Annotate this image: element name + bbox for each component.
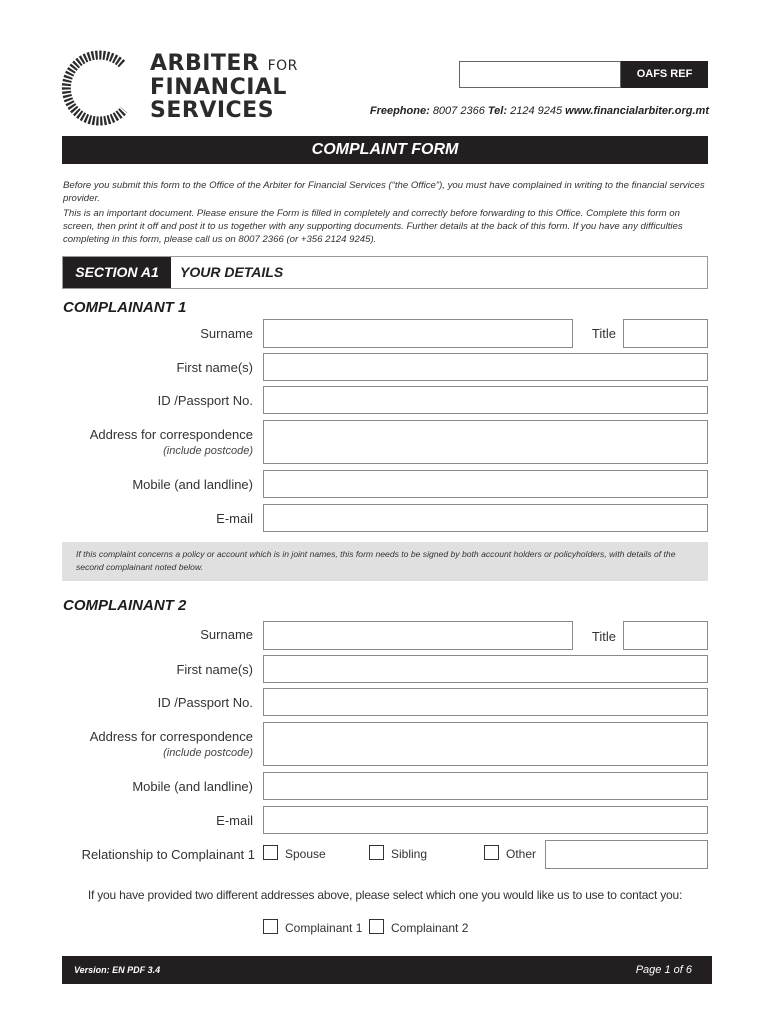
- c2-first-names-input[interactable]: [263, 655, 708, 683]
- c1-id-label: ID /Passport No.: [157, 393, 253, 408]
- c1-mobile-label: Mobile (and landline): [132, 477, 253, 492]
- address-choice-question: If you have provided two different addresses above, please select which one you would like us to use to contact you:: [87, 888, 683, 902]
- oafs-ref-input[interactable]: [459, 61, 621, 88]
- logo-line2: FINANCIAL: [150, 75, 287, 100]
- logo-line3: SERVICES: [150, 98, 275, 123]
- freephone-label: Freephone:: [369, 105, 430, 117]
- c1-mobile-input[interactable]: [263, 470, 708, 498]
- c1-surname-label: Surname: [200, 326, 253, 341]
- c2-address-label: Address for correspondence: [89, 729, 253, 744]
- complainant1-heading: COMPLAINANT 1: [63, 299, 187, 316]
- c2-address-note: (include postcode): [163, 747, 253, 759]
- address-choice-c2-checkbox[interactable]: [369, 919, 384, 934]
- website-link[interactable]: www.financialarbiter.org.mt: [565, 105, 709, 117]
- c2-surname-input[interactable]: [263, 621, 573, 650]
- c1-address-label: Address for correspondence: [89, 427, 253, 442]
- c2-mobile-input[interactable]: [263, 772, 708, 800]
- address-choice-c1-checkbox[interactable]: [263, 919, 278, 934]
- joint-account-note: [62, 542, 708, 581]
- logo: [60, 50, 310, 128]
- relationship-other-checkbox[interactable]: [484, 845, 499, 860]
- c1-address-note: (include postcode): [163, 445, 253, 457]
- intro-paragraph-2: This is an important document. Please ensure the Form is filled in completely and correctly before forwarding to this Office. Complete this form on screen, then print it off and post it to us together with any supporting documents. Further details at the back of this form. If you have any difficulties completing in this form, please call us on 8007 2366 (or +356 2124 9245).: [63, 208, 683, 245]
- relationship-label: Relationship to Complainant 1: [81, 847, 255, 862]
- logo-ring-icon: [60, 50, 140, 128]
- c2-title-input[interactable]: [623, 621, 708, 650]
- c1-email-input[interactable]: [263, 504, 708, 532]
- relationship-other-label: Other: [506, 847, 537, 861]
- complainant2-heading: COMPLAINANT 2: [63, 597, 187, 614]
- c2-id-label: ID /Passport No.: [157, 695, 253, 710]
- freephone-number: 8007 2366: [432, 105, 485, 117]
- footer-band: [62, 956, 712, 984]
- footer-page-number: Page 1 of 6: [635, 964, 692, 976]
- tel-number: 2124 9245: [510, 105, 563, 117]
- c2-surname-label: Surname: [200, 627, 253, 642]
- c1-surname-input[interactable]: [263, 319, 573, 348]
- c1-address-input[interactable]: [263, 420, 708, 464]
- c1-title-input[interactable]: [623, 319, 708, 348]
- c2-email-input[interactable]: [263, 806, 708, 834]
- relationship-sibling-label: Sibling: [391, 847, 428, 861]
- tel-label: Tel:: [487, 105, 508, 117]
- relationship-spouse-label: Spouse: [285, 847, 326, 861]
- c2-address-input[interactable]: [263, 722, 708, 766]
- relationship-other-input[interactable]: [545, 840, 708, 869]
- c1-first-names-input[interactable]: [263, 353, 708, 381]
- relationship-spouse-checkbox[interactable]: [263, 845, 278, 860]
- c1-id-input[interactable]: [263, 386, 708, 414]
- relationship-sibling-checkbox[interactable]: [369, 845, 384, 860]
- section-header: [62, 256, 708, 289]
- logo-line1-suffix: FOR: [267, 58, 298, 74]
- c2-title-label: Title: [591, 629, 616, 644]
- contact-line: [300, 105, 709, 117]
- section-title: YOUR DETAILS: [180, 264, 284, 280]
- joint-account-note-text: If this complaint concerns a policy or account which is in joint names, this form needs to be signed by both account holders or policyholders, with details of the second complainant noted below.: [76, 549, 676, 572]
- logo-line1: ARBITER: [150, 51, 260, 76]
- footer-version: Version: EN PDF 3.4: [74, 965, 161, 975]
- address-choice-c2-label: Complainant 2: [391, 921, 469, 935]
- c1-title-label: Title: [591, 326, 616, 341]
- c2-email-label: E-mail: [216, 813, 253, 828]
- c1-first-names-label: First name(s): [176, 360, 253, 375]
- address-choice-c1-label: Complainant 1: [285, 921, 363, 935]
- c1-email-label: E-mail: [216, 511, 253, 526]
- c2-first-names-label: First name(s): [176, 662, 253, 677]
- c2-mobile-label: Mobile (and landline): [132, 779, 253, 794]
- section-code: SECTION A1: [63, 257, 171, 288]
- form-title: COMPLAINT FORM: [62, 136, 708, 164]
- intro-paragraph-1: Before you submit this form to the Office of the Arbiter for Financial Services (“the Office”), you must have complained in writing to the financial services provider.: [63, 180, 705, 204]
- c2-id-input[interactable]: [263, 688, 708, 716]
- oafs-ref-label: OAFS REF: [621, 61, 708, 88]
